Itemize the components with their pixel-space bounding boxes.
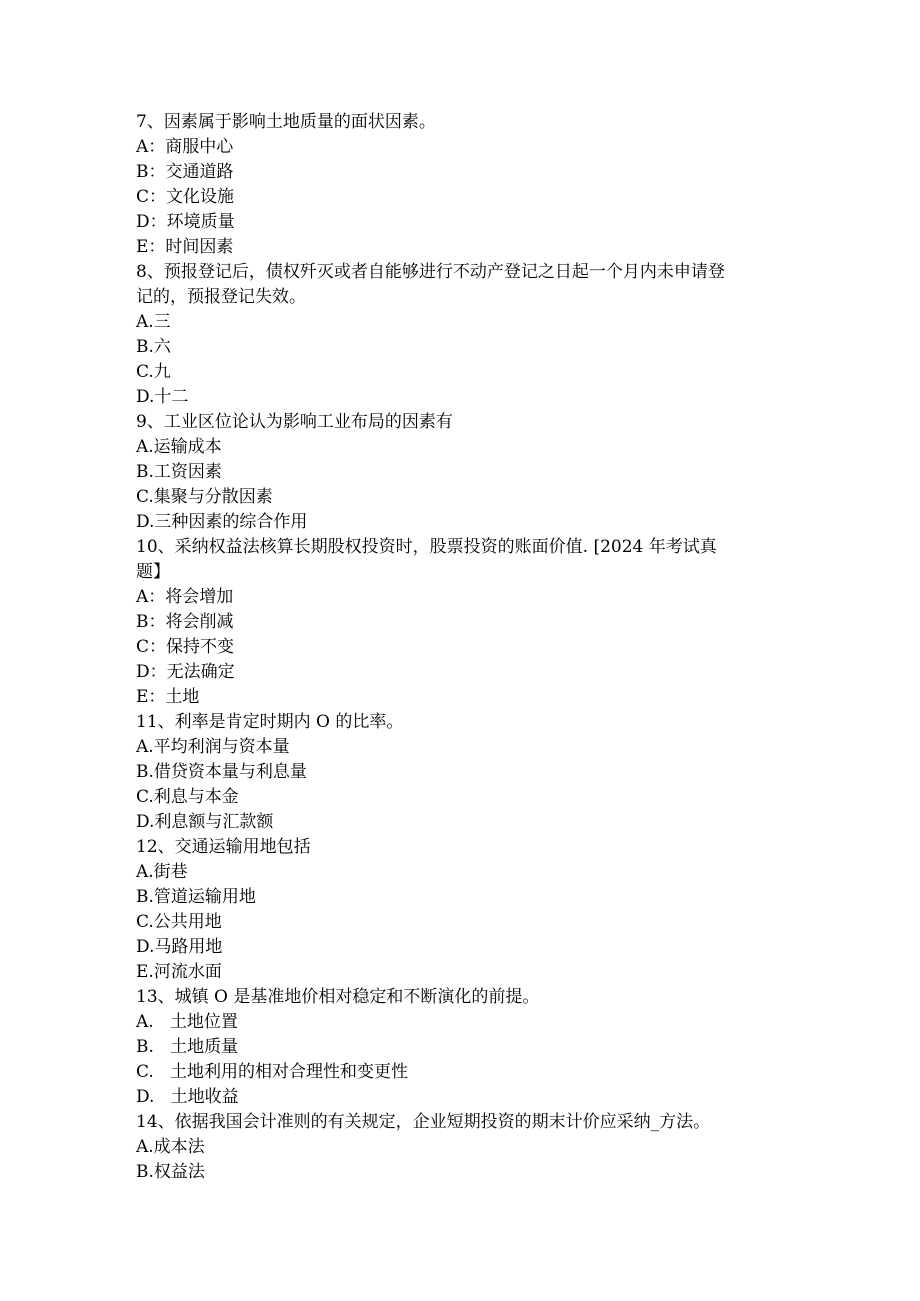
question-12-option-e: E.河流水面: [136, 962, 222, 982]
question-10-option-b: B：将会削减: [136, 612, 234, 632]
question-9-option-a: A.运输成本: [136, 437, 222, 457]
question-12-option-b: B.管道运输用地: [136, 887, 256, 907]
question-8-option-a: A.三: [136, 312, 171, 332]
question-list: [136, 110, 786, 1185]
question-8-option-c: C.九: [136, 362, 171, 382]
question-11-option-b: B.借贷资本量与利息量: [136, 762, 307, 782]
question-9-option-d: D.三种因素的综合作用: [136, 512, 308, 532]
question-10-stem-line-1: 10、采纳权益法核算长期股权投资时，股票投资的账面价值. [2024 年考试真: [136, 537, 717, 557]
question-13-option-d: D. 土地收益: [136, 1087, 239, 1107]
question-14-stem: 14、依据我国会计准则的有关规定，企业短期投资的期末计价应采纳_方法。: [136, 1112, 711, 1132]
question-8-option-d: D.十二: [136, 387, 189, 407]
question-13-option-b: B. 土地质量: [136, 1037, 239, 1057]
question-7-option-b: B：交通道路: [136, 162, 234, 182]
question-7-option-e: E：时间因素: [136, 237, 234, 257]
question-11-option-a: A.平均利润与资本量: [136, 737, 290, 757]
question-10-option-e: E：土地: [136, 687, 200, 707]
question-13-option-c: C. 土地利用的相对合理性和变更性: [136, 1062, 409, 1082]
question-9-option-c: C.集聚与分散因素: [136, 487, 273, 507]
question-12-option-c: C.公共用地: [136, 912, 222, 932]
question-10-stem-line-2: 题】: [136, 562, 170, 582]
question-11-option-d: D.利息额与汇款额: [136, 812, 274, 832]
question-7-option-d: D：环境质量: [136, 212, 235, 232]
question-10-option-a: A：将会增加: [136, 587, 234, 607]
question-13-stem: 13、城镇 O 是基准地价相对稳定和不断演化的前提。: [136, 987, 540, 1007]
question-10-option-d: D：无法确定: [136, 662, 235, 682]
question-10-option-c: C：保持不变: [136, 637, 235, 657]
question-9-option-b: B.工资因素: [136, 462, 222, 482]
question-11-option-c: C.利息与本金: [136, 787, 239, 807]
question-12-option-a: A.街巷: [136, 862, 188, 882]
question-12-stem: 12、交通运输用地包括: [136, 837, 311, 857]
question-14-option-b: B.权益法: [136, 1162, 205, 1182]
question-12-option-d: D.马路用地: [136, 937, 223, 957]
question-7-stem: 7、因素属于影响土地质量的面状因素。: [136, 112, 436, 132]
question-13-option-a: A. 土地位置: [136, 1012, 238, 1032]
question-9-stem: 9、工业区位论认为影响工业布局的因素有: [136, 412, 453, 432]
question-8-stem-line-1: 8、预报登记后，债权歼灭或者自能够进行不动产登记之日起一个月内未申请登: [136, 262, 725, 282]
question-11-stem: 11、利率是肯定时期内 O 的比率。: [136, 712, 404, 732]
question-7-option-c: C：文化设施: [136, 187, 235, 207]
question-8-option-b: B.六: [136, 337, 171, 357]
question-14-option-a: A.成本法: [136, 1137, 205, 1157]
question-8-stem-line-2: 记的，预报登记失效。: [136, 287, 306, 307]
question-7-option-a: A：商服中心: [136, 137, 234, 157]
